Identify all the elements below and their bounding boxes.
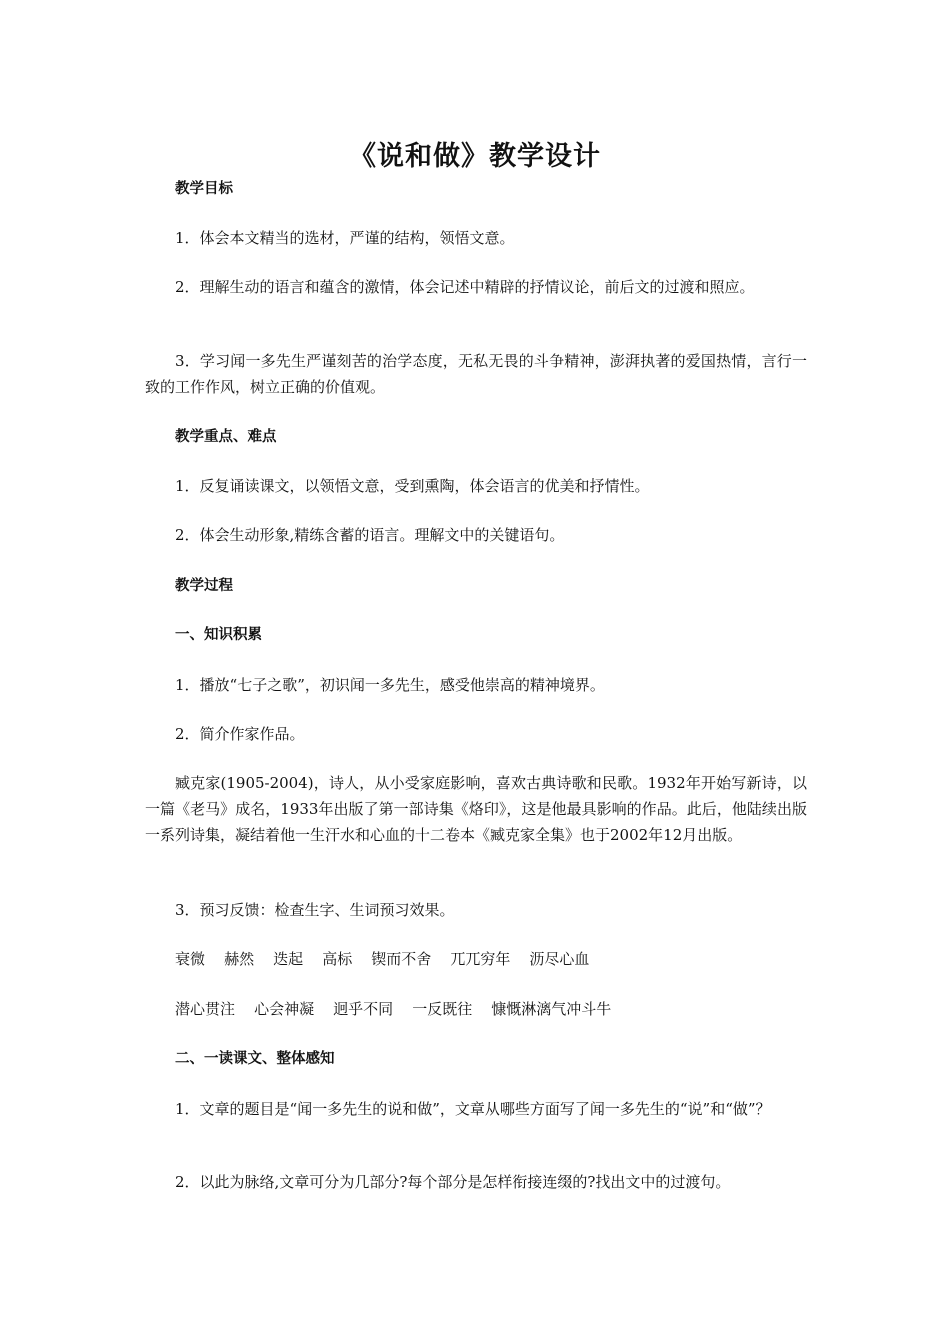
subsection-heading-first-reading: 二、一读课文、整体感知 (175, 1051, 335, 1067)
knowledge-item-2: 2．简介作家作品。 (175, 725, 305, 743)
vocabulary-line-2: 潜心贯注 心会神凝 迥乎不同 一反既往 慷慨淋漓气冲斗牛 (175, 1000, 612, 1018)
goal-item-1: 1．体会本文精当的选材，严谨的结构，领悟文意。 (175, 229, 515, 247)
document-title: 《说和做》教学设计 (349, 141, 601, 172)
reading-question-2: 2．以此为脉络,文章可分为几部分?每个部分是怎样衔接连缀的?找出文中的过渡句。 (175, 1173, 731, 1191)
subsection-heading-knowledge: 一、知识积累 (175, 627, 262, 643)
reading-question-1: 1．文章的题目是“闻一多先生的说和做”，文章从哪些方面写了闻一多先生的“说”和“做”？ (175, 1100, 771, 1118)
knowledge-item-3: 3．预习反馈：检查生字、生词预习效果。 (175, 901, 455, 919)
section-heading-process: 教学过程 (175, 578, 233, 594)
knowledge-item-1: 1．播放“七子之歌”，初识闻一多先生，感受他崇高的精神境界。 (175, 676, 605, 694)
key-point-item-2: 2．体会生动形象,精练含蓄的语言。理解文中的关键语句。 (175, 526, 565, 544)
section-heading-key-points: 教学重点、难点 (175, 429, 277, 445)
section-heading-goals: 教学目标 (175, 181, 233, 197)
author-intro-paragraph: 臧克家(1905-2004)，诗人，从小受家庭影响，喜欢古典诗歌和民歌。1932年开始写新诗，以一篇《老马》成名，1933年出版了第一部诗集《烙印》，这是他最具影响的作品。此后，他陆续出版一系列诗集，凝结着他一生汗水和心血的十二卷本《臧克家全集》也于2002年12月出版。 (145, 774, 807, 844)
vocabulary-line-1: 衰微 赫然 迭起 高标 锲而不舍 兀兀穷年 沥尽心血 (175, 950, 590, 968)
key-point-item-1: 1．反复诵读课文，以领悟文意，受到熏陶，体会语言的优美和抒情性。 (175, 477, 650, 495)
goal-item-2: 2．理解生动的语言和蕴含的激情，体会记述中精辟的抒情议论，前后文的过渡和照应。 (175, 278, 755, 296)
goal-item-3: 3．学习闻一多先生严谨刻苦的治学态度，无私无畏的斗争精神，澎湃执著的爱国热情，言行一致的工作作风，树立正确的价值观。 (145, 352, 807, 396)
